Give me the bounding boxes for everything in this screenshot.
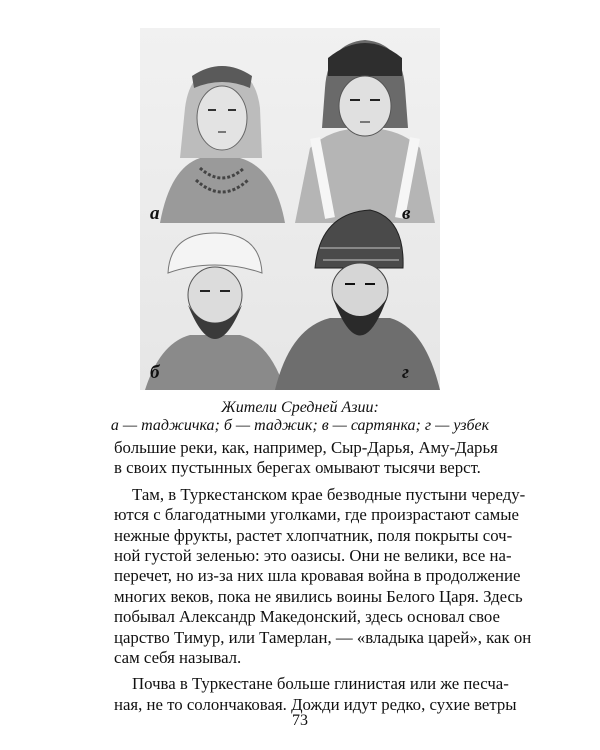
text-line: ной густой зеленью: это оазисы. Они не велики, все на- bbox=[114, 546, 512, 566]
figure-label-v: в bbox=[402, 203, 411, 224]
figure-label-g: г bbox=[402, 362, 410, 383]
figure-caption-title: Жители Средней Азии: bbox=[221, 399, 379, 416]
figure-label-a: а bbox=[150, 203, 160, 224]
portrait-tajik-woman bbox=[140, 48, 300, 223]
text-line: в своих пустынных берегах омывают тысячи верст. bbox=[114, 458, 481, 478]
figure-label-b: б bbox=[150, 362, 160, 383]
portrait-sart-woman bbox=[290, 28, 440, 223]
portrait-uzbek-man bbox=[275, 208, 440, 390]
body-text bbox=[114, 438, 532, 715]
text-line: перечет, но из-за них шла кровавая война в продолжение bbox=[114, 566, 521, 586]
text-line: ются с благодатными уголками, где произрастают самые bbox=[114, 505, 520, 525]
text-line: Там, в Туркестанском крае безводные пустыни череду- bbox=[132, 484, 526, 504]
page-number: 73 bbox=[292, 712, 308, 729]
text-line: побывал Александр Македонский, здесь основал свое bbox=[114, 607, 500, 627]
text-line: Почва в Туркестане больше глинистая или же песча- bbox=[132, 674, 509, 694]
text-line: многих веков, пока не явились воины Белого Царя. Здесь bbox=[114, 586, 523, 606]
figure-illustration bbox=[140, 28, 440, 390]
figure-caption-detail: а — таджичка; б — таджик; в — сартянка; г — узбек bbox=[110, 417, 490, 434]
text-line: царство Тимур, или Тамерлан, — «владыка царей», как он bbox=[114, 627, 532, 647]
text-line: большие реки, как, например, Сыр-Дарья, Аму-Дарья bbox=[114, 438, 498, 457]
text-line: ная, не то солончаковая. Дожди идут редко, сухие ветры bbox=[114, 694, 517, 714]
portrait-tajik-man bbox=[140, 223, 290, 390]
text-line: сам себя называл. bbox=[114, 648, 242, 668]
text-line: нежные фрукты, растет хлопчатник, поля покрыты соч- bbox=[114, 525, 513, 545]
